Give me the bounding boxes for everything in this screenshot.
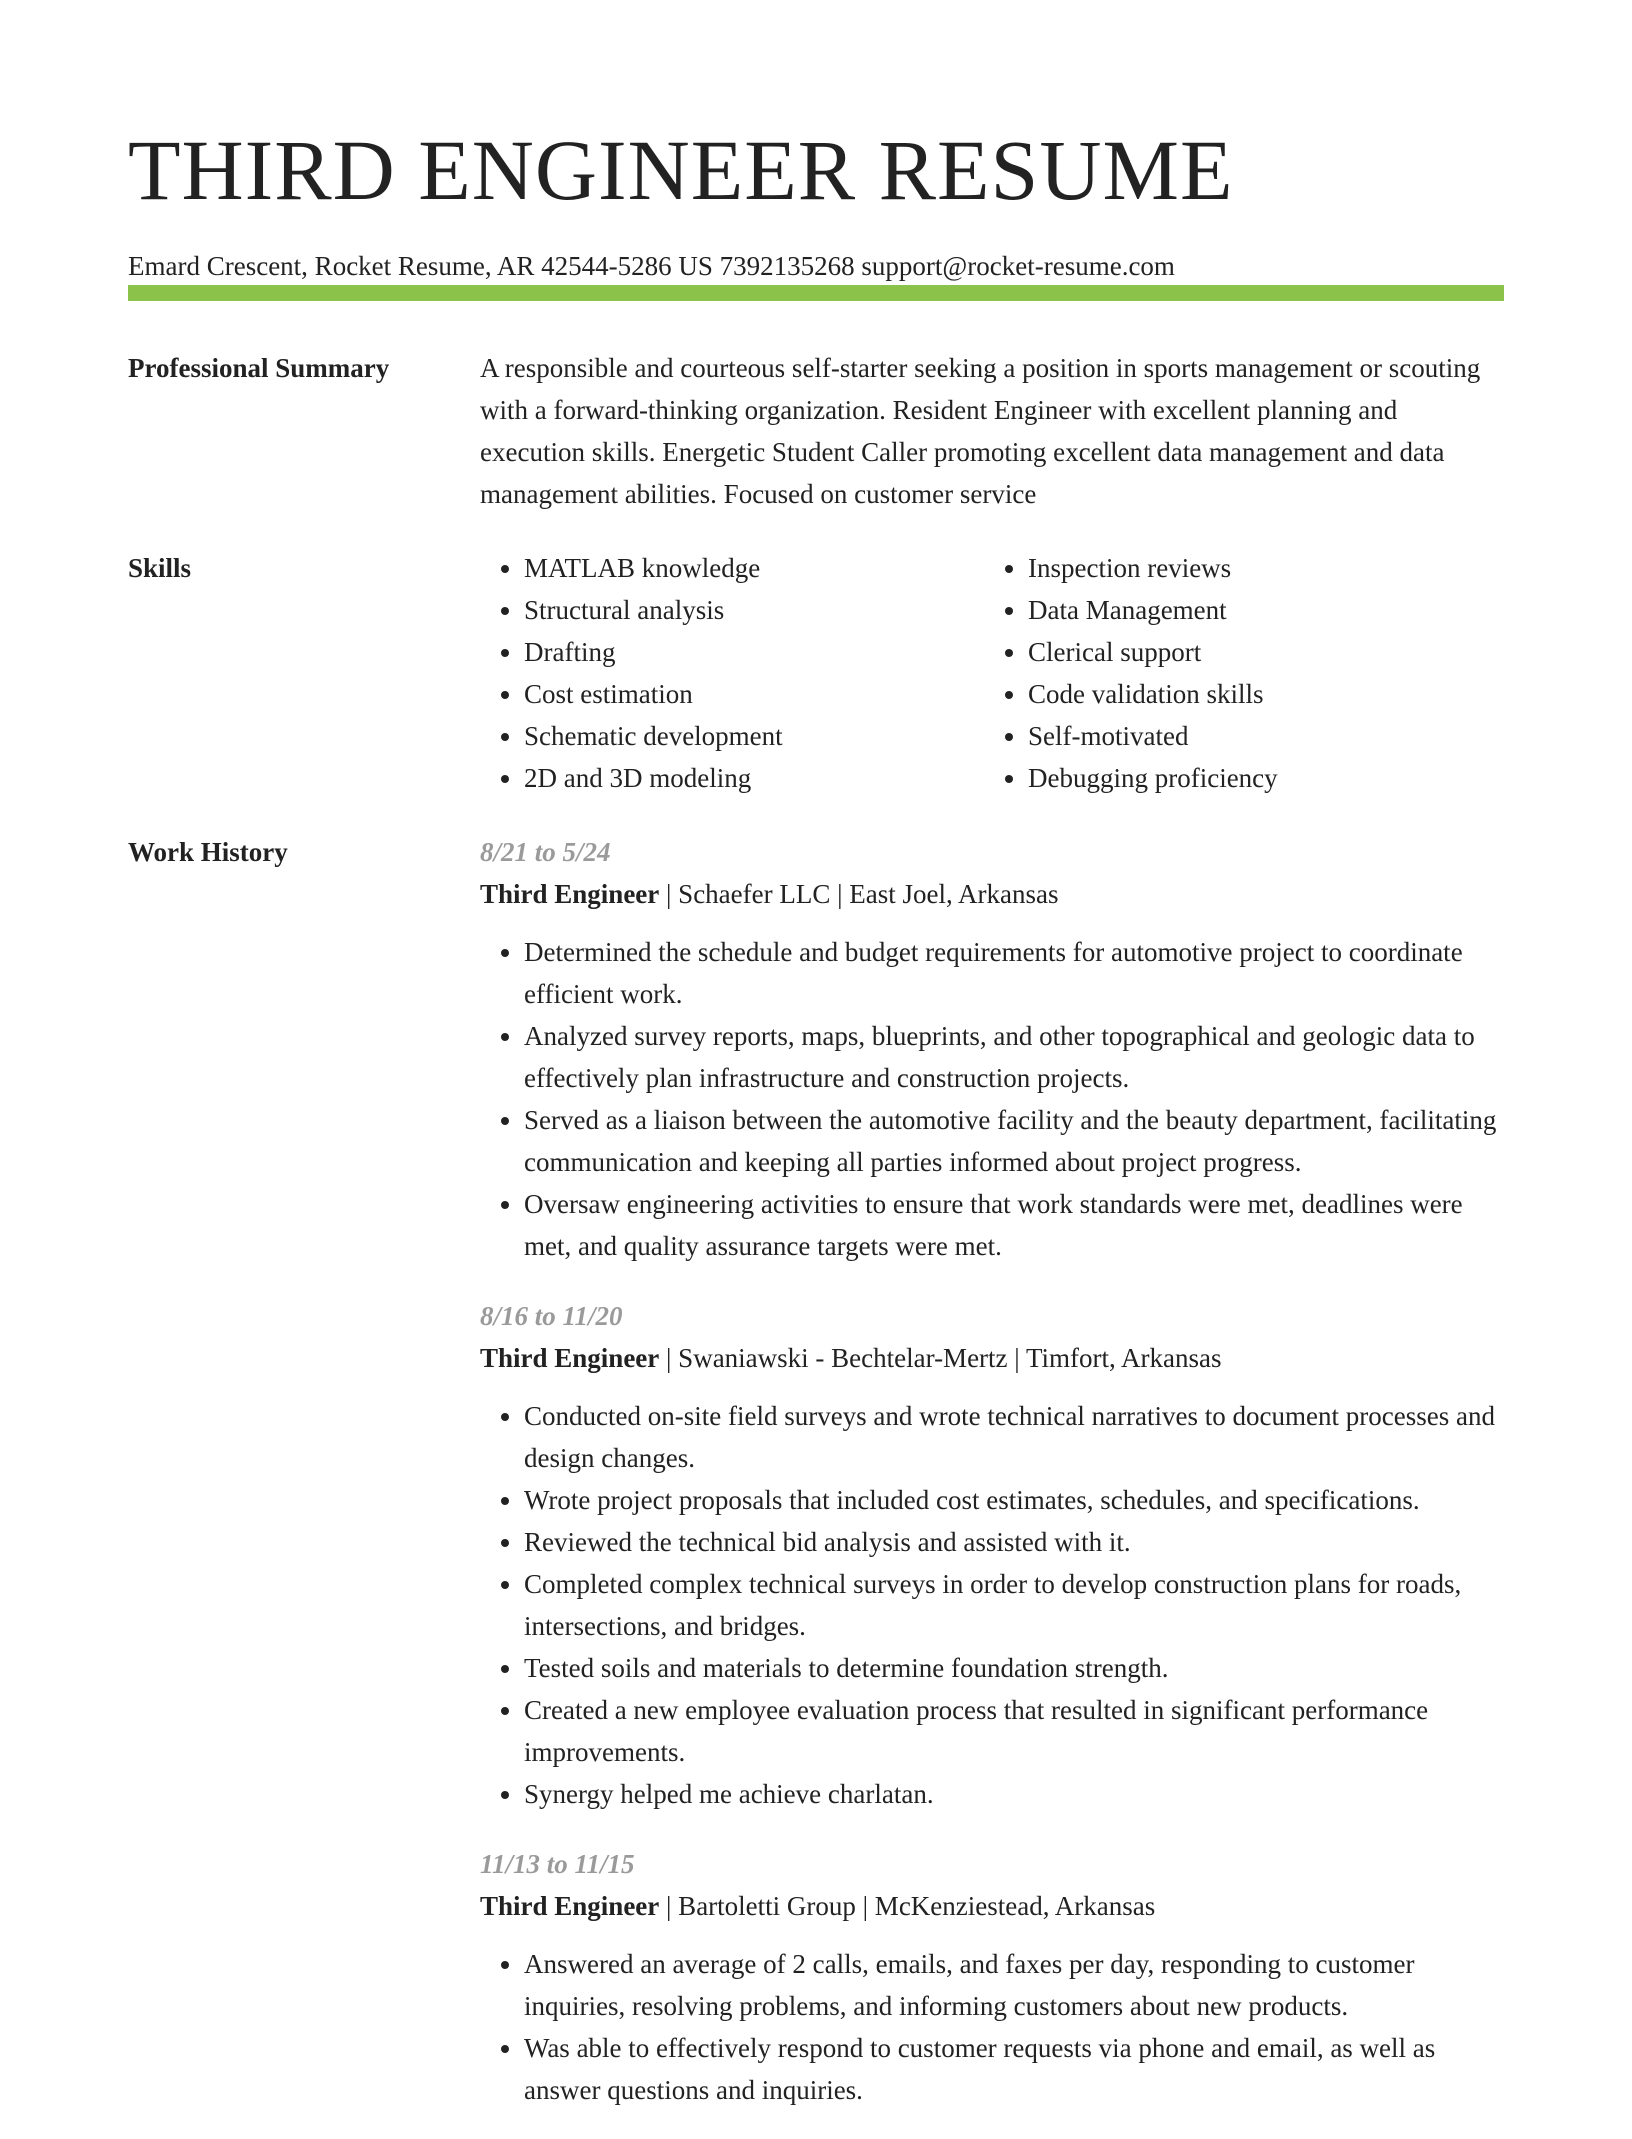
skills-section: [128, 547, 1504, 799]
job-bullet: • Conducted on-site field surveys and wrote technical narratives to document processes and design changes.: [524, 1395, 1504, 1479]
job-bullet: • Created a new employee evaluation process that resulted in significant performance improvements.: [524, 1689, 1504, 1773]
skill-item: • MATLAB knowledge: [524, 547, 984, 589]
section-label-summary: Professional Summary: [128, 353, 390, 383]
job-bullet: • Served as a liaison between the automotive facility and the beauty department, facilitating communication and keeping all parties informed about project progress.: [524, 1099, 1504, 1183]
skill-item: • Clerical support: [1028, 631, 1488, 673]
job-details: | Bartoletti Group | McKenziestead, Arkansas: [659, 1891, 1156, 1921]
job-details: | Schaefer LLC | East Joel, Arkansas: [659, 879, 1059, 909]
job-bullets: [480, 1943, 1504, 2111]
job-heading: [480, 1885, 1504, 1927]
skill-item: • Inspection reviews: [1028, 547, 1488, 589]
resume-header: [128, 118, 1504, 284]
skill-item: • Data Management: [1028, 589, 1488, 631]
skills-list-right: [984, 547, 1488, 799]
job-bullet: • Oversaw engineering activities to ensure that work standards were met, deadlines were met, and quality assurance targets were met.: [524, 1183, 1504, 1267]
skill-item: • 2D and 3D modeling: [524, 757, 984, 799]
accent-divider: [128, 285, 1504, 301]
resume-title: THIRD ENGINEER RESUME: [128, 122, 1234, 218]
summary-text: A responsible and courteous self-starter seeking a position in sports management or scouting with a forward-thinking organization. Resident Engineer with excellent planning and execution skills. Energetic Student Caller promoting excellent data management and data management abilities. Focused on customer service: [480, 353, 1481, 509]
job-heading: [480, 873, 1504, 915]
job-dates: 11/13 to 11/15: [480, 1849, 635, 1879]
job-bullets: [480, 931, 1504, 1267]
job-bullet: • Reviewed the technical bid analysis and assisted with it.: [524, 1521, 1504, 1563]
section-label-skills: Skills: [128, 553, 192, 583]
skill-item: • Schematic development: [524, 715, 984, 757]
skill-item: • Drafting: [524, 631, 984, 673]
job-bullet: • Determined the schedule and budget requirements for automotive project to coordinate efficient work.: [524, 931, 1504, 1015]
job-entry: [480, 831, 1504, 1267]
job-bullet: • Synergy helped me achieve charlatan.: [524, 1773, 1504, 1815]
job-bullet: • Tested soils and materials to determine foundation strength.: [524, 1647, 1504, 1689]
job-bullet: • Was able to effectively respond to customer requests via phone and email, as well as answer questions and inquiries.: [524, 2027, 1504, 2111]
section-label-work: Work History: [128, 837, 288, 867]
work-history-section: [128, 831, 1504, 2139]
job-bullet: • Wrote project proposals that included cost estimates, schedules, and specifications.: [524, 1479, 1504, 1521]
job-heading: [480, 1337, 1504, 1379]
skill-item: • Debugging proficiency: [1028, 757, 1488, 799]
professional-summary-section: [128, 347, 1504, 515]
skills-list-left: [480, 547, 984, 799]
job-bullets: [480, 1395, 1504, 1815]
job-bullet: • Answered an average of 2 calls, emails, and faxes per day, responding to customer inquiries, resolving problems, and informing customers about new products.: [524, 1943, 1504, 2027]
job-bullet: • Completed complex technical surveys in order to develop construction plans for roads, intersections, and bridges.: [524, 1563, 1504, 1647]
job-entry: [480, 1843, 1504, 2111]
contact-line: Emard Crescent, Rocket Resume, AR 42544-5286 US 7392135268 support@rocket-resume.com: [128, 251, 1175, 281]
skill-item: • Code validation skills: [1028, 673, 1488, 715]
job-dates: 8/21 to 5/24: [480, 837, 611, 867]
skill-item: • Self-motivated: [1028, 715, 1488, 757]
job-entry: [480, 1295, 1504, 1815]
job-dates: 8/16 to 11/20: [480, 1301, 623, 1331]
job-details: | Swaniawski - Bechtelar-Mertz | Timfort, Arkansas: [659, 1343, 1222, 1373]
job-title: Third Engineer: [480, 1891, 660, 1921]
job-bullet: • Analyzed survey reports, maps, blueprints, and other topographical and geologic data to effectively plan infrastructure and construction projects.: [524, 1015, 1504, 1099]
job-title: Third Engineer: [480, 879, 660, 909]
job-title: Third Engineer: [480, 1343, 660, 1373]
skill-item: • Structural analysis: [524, 589, 984, 631]
skill-item: • Cost estimation: [524, 673, 984, 715]
